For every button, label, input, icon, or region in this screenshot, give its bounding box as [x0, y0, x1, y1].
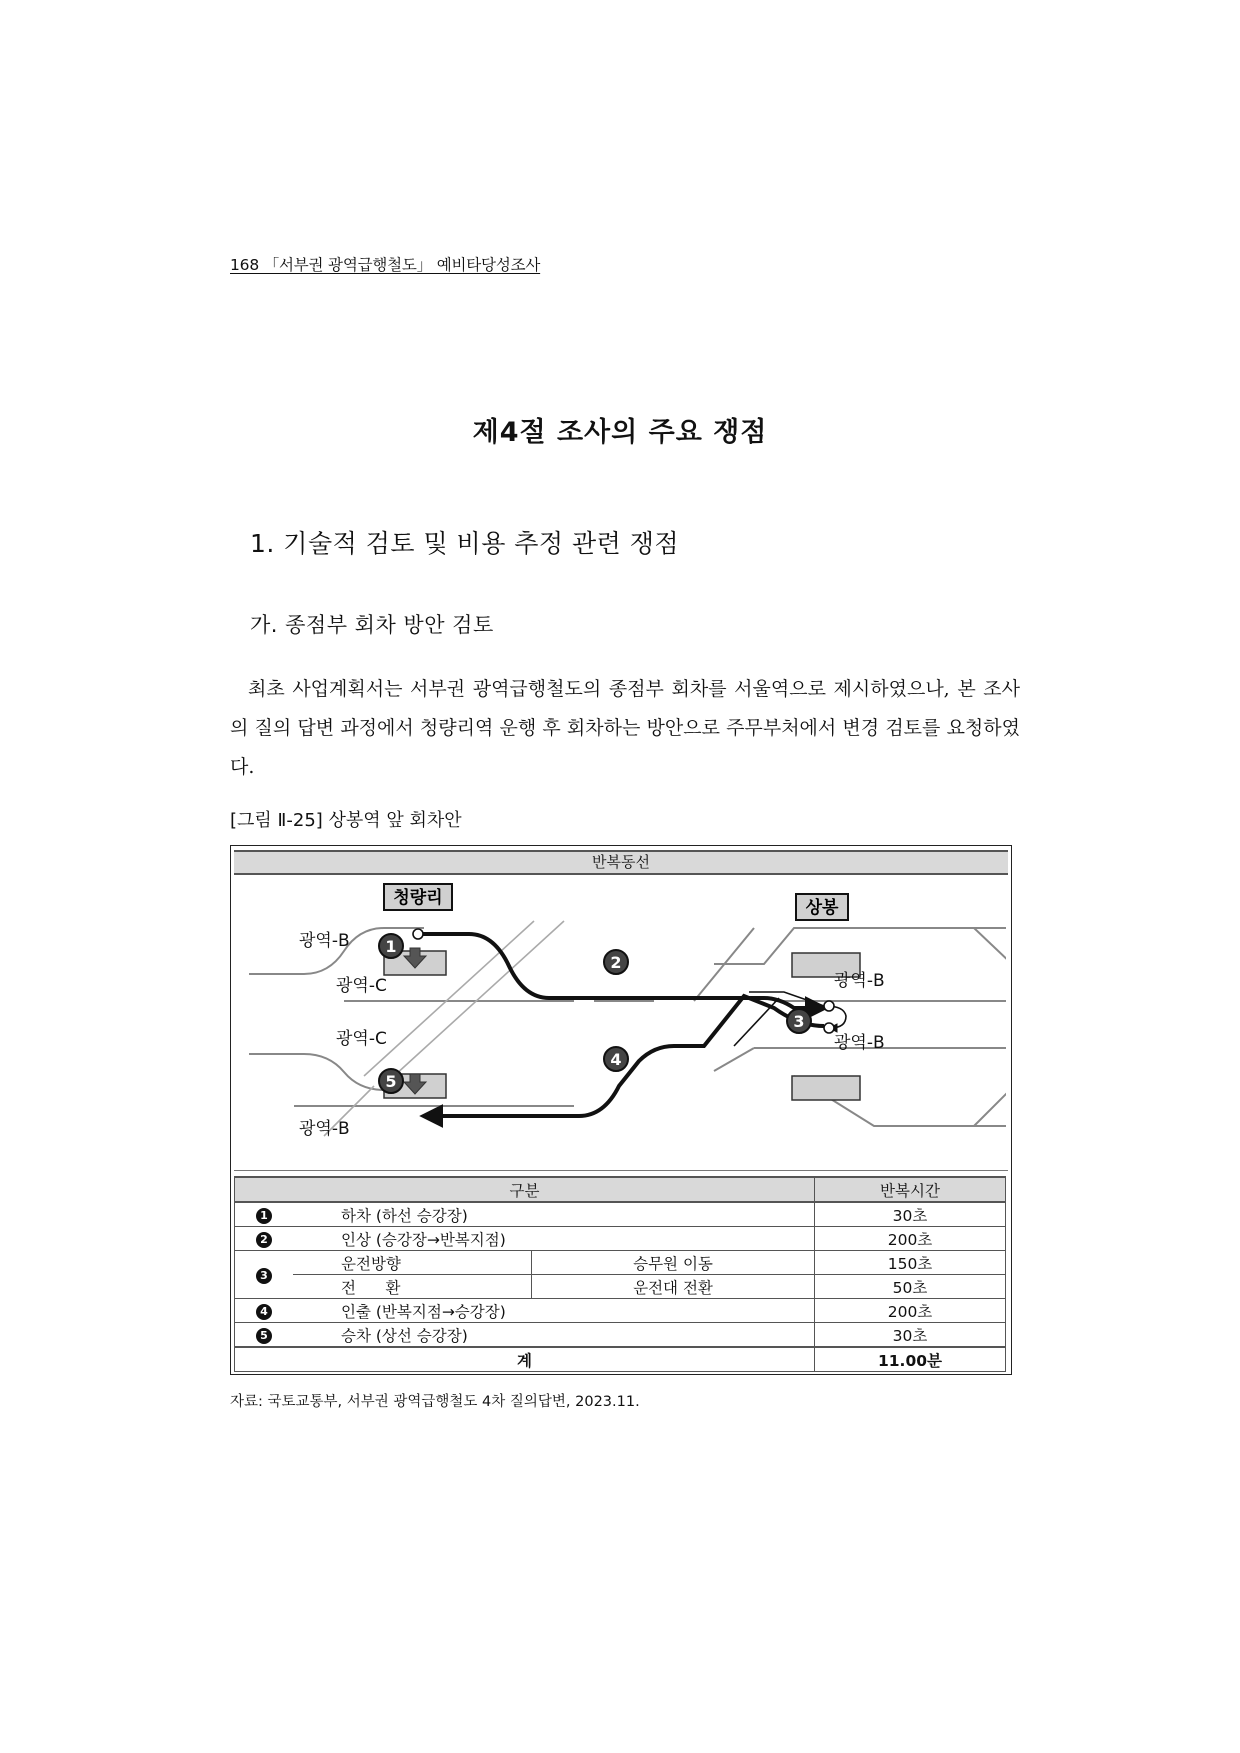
track-line [714, 1048, 754, 1071]
table-cell-time: 50초 [815, 1275, 1006, 1299]
table-cell-desc: 인상 (승강장→반복지점) [293, 1227, 815, 1251]
table-cell-time: 200초 [815, 1299, 1006, 1323]
total-label: 계 [235, 1347, 815, 1372]
table-cell-time: 150초 [815, 1251, 1006, 1275]
turnback-time-table [234, 1176, 1006, 1372]
track-diagram [234, 876, 1006, 1168]
figure-divider [234, 1170, 1008, 1171]
heading-2: 가. 종점부 회차 방안 검토 [250, 613, 494, 637]
track-line [974, 1086, 1006, 1126]
table-total-row [235, 1347, 1006, 1372]
track-label: 광역-B [834, 971, 885, 991]
step-number: 2 [256, 1232, 272, 1248]
body-paragraph: 최초 사업계획서는 서부권 광역급행철도의 종점부 회차를 서울역으로 제시하였으나, 본 조사의 질의 답변 과정에서 청량리역 운행 후 회차하는 방안으로 주무부처에서 변경 검토를 요청하였다. [230, 678, 1020, 778]
table-cell-desc: 승차 (상선 승강장) [293, 1323, 815, 1348]
step-number: 3 [256, 1268, 272, 1284]
table-row [235, 1323, 1006, 1348]
table-header-category: 구분 [235, 1177, 815, 1202]
heading-1: 1. 기술적 검토 및 비용 추정 관련 쟁점 [250, 529, 680, 558]
table-cell-desc: 하차 (하선 승강장) [293, 1202, 815, 1227]
table-cell-time: 30초 [815, 1323, 1006, 1348]
table-row [235, 1227, 1006, 1251]
track-label: 광역-C [336, 1029, 387, 1049]
track-line [974, 928, 1006, 966]
table-cell-desc: 운전방향 [293, 1251, 532, 1275]
table-cell-desc: 인출 (반복지점→승강장) [293, 1299, 815, 1323]
step-number: 1 [256, 1208, 272, 1224]
station-label-cheongnyangni: 청량리 [393, 888, 443, 908]
table-cell-time: 30초 [815, 1202, 1006, 1227]
table-cell-subdesc: 승무원 이동 [532, 1251, 815, 1275]
figure-header: 반복동선 [234, 850, 1008, 875]
table-cell-desc: 전 환 [293, 1275, 532, 1299]
step-marker-3: 3 [793, 1012, 805, 1031]
section-title: 제4절 조사의 주요 쟁점 [472, 417, 768, 448]
table-cell-time: 200초 [815, 1227, 1006, 1251]
running-header: 168 「서부권 광역급행철도」 예비타당성조사 [230, 256, 541, 274]
figure-caption: [그림 Ⅱ-25] 상봉역 앞 회차안 [230, 810, 462, 831]
table-row [235, 1275, 1006, 1299]
step-marker-2: 2 [610, 953, 622, 972]
step-marker-4: 4 [610, 1050, 622, 1069]
table-row [235, 1251, 1006, 1275]
track-label: 광역-C [336, 976, 387, 996]
table-row [235, 1299, 1006, 1323]
track-label: 광역-B [834, 1033, 885, 1053]
station-label-sangbong: 상봉 [805, 898, 839, 918]
total-time: 11.00분 [815, 1347, 1006, 1372]
figure-box [230, 845, 1012, 1375]
track-label: 광역-B [299, 931, 350, 951]
route-line-thin [734, 998, 779, 1046]
table-cell-subdesc: 운전대 전환 [532, 1275, 815, 1299]
step-marker-1: 1 [385, 937, 397, 956]
source-note: 자료: 국토교통부, 서부권 광역급행철도 4차 질의답변, 2023.11. [230, 1394, 640, 1410]
step-number: 5 [256, 1328, 272, 1344]
platform-right-bottom [792, 1076, 860, 1100]
table-header-time: 반복시간 [815, 1177, 1006, 1202]
table-row [235, 1202, 1006, 1227]
track-label: 광역-B [299, 1119, 350, 1139]
step-marker-5: 5 [385, 1072, 397, 1091]
step-number: 4 [256, 1304, 272, 1320]
